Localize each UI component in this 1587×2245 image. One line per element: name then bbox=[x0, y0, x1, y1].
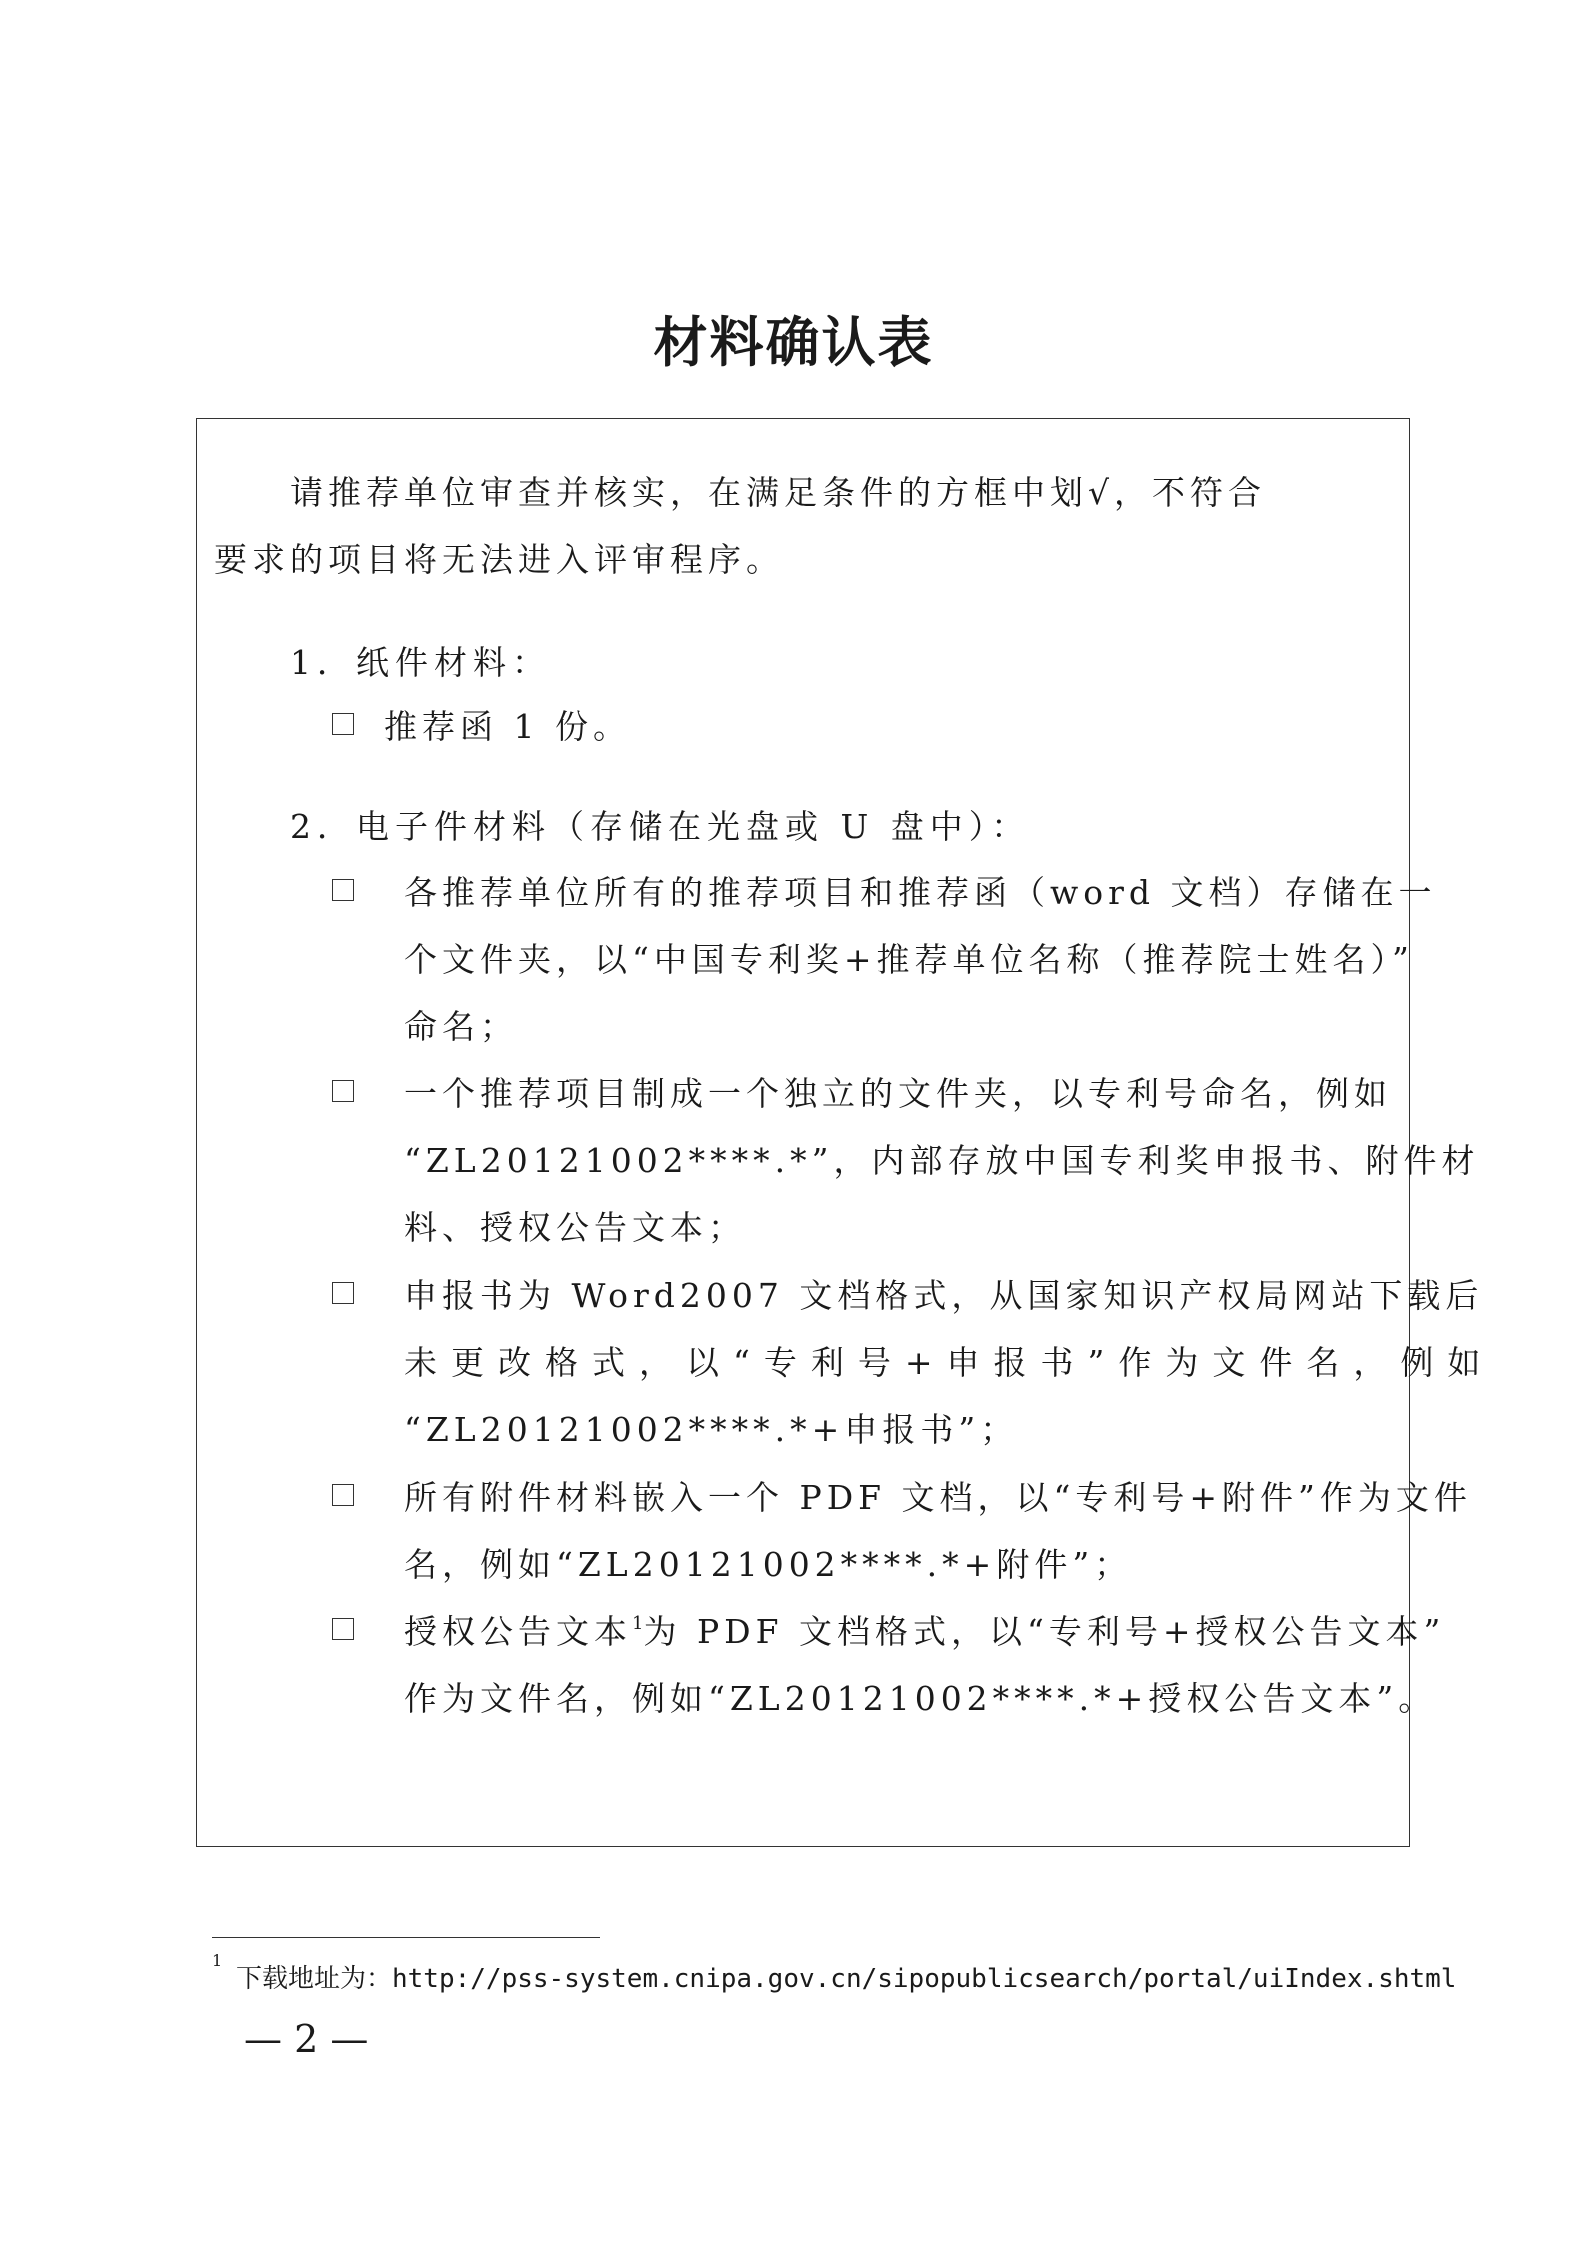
intro-line-1: 请推荐单位审查并核实，在满足条件的方框中划√，不符合 bbox=[290, 473, 1267, 512]
item-recommendation-letter: 推荐函 1 份。 bbox=[384, 707, 631, 746]
section-1-heading: 1．纸件材料： bbox=[290, 643, 551, 682]
checkbox-project-folder[interactable] bbox=[332, 1080, 354, 1102]
checkbox-folder-naming[interactable] bbox=[332, 879, 354, 901]
page-title: 材料确认表 bbox=[653, 311, 934, 374]
checkbox-grant-announcement[interactable] bbox=[332, 1618, 354, 1640]
item-application-form-line: 未更改格式，以“专利号+申报书”作为文件名，例如 bbox=[404, 1343, 1495, 1382]
section-2-heading: 2．电子件材料（存储在光盘或 U 盘中）： bbox=[290, 807, 1031, 846]
footnote-text: 下载地址为：http://pss-system.cnipa.gov.cn/sipopublicsearch/portal/uiIndex.shtml bbox=[236, 1964, 1457, 1994]
checkbox-recommendation-letter[interactable] bbox=[332, 713, 354, 735]
item-project-folder-line: “ZL20121002****.*”，内部存放中国专利奖申报书、附件材 bbox=[404, 1141, 1480, 1180]
item-project-folder-line: 一个推荐项目制成一个独立的文件夹，以专利号命名，例如 bbox=[404, 1074, 1392, 1113]
item-attachments-pdf-line: 名，例如“ZL20121002****.*+附件”； bbox=[404, 1545, 1133, 1584]
intro-line-2: 要求的项目将无法进入评审程序。 bbox=[214, 540, 784, 579]
footnote-mark: 1 bbox=[212, 1951, 223, 1970]
item-application-form-line: 申报书为 Word2007 文档格式，从国家知识产权局网站下载后 bbox=[404, 1276, 1484, 1315]
checkbox-attachments-pdf[interactable] bbox=[332, 1484, 354, 1506]
item-attachments-pdf-line: 所有附件材料嵌入一个 PDF 文档，以“专利号+附件”作为文件 bbox=[404, 1478, 1472, 1517]
item-grant-announcement-line-2: 作为文件名，例如“ZL20121002****.*+授权公告文本”。 bbox=[404, 1679, 1437, 1718]
page-number: — 2 — bbox=[244, 2017, 369, 2061]
item-folder-naming-line: 命名； bbox=[404, 1007, 518, 1046]
footnote-reference: 1 bbox=[632, 1613, 644, 1634]
item-application-form-line: “ZL20121002****.*+申报书”； bbox=[404, 1410, 1019, 1449]
footnote-divider bbox=[212, 1937, 600, 1938]
checkbox-application-form[interactable] bbox=[332, 1282, 354, 1304]
item-project-folder-line: 料、授权公告文本； bbox=[404, 1208, 746, 1247]
item-grant-announcement-text: 授权公告文本 bbox=[404, 1612, 632, 1651]
item-folder-naming-line: 个文件夹，以“中国专利奖+推荐单位名称（推荐院士姓名）” bbox=[404, 940, 1414, 979]
item-grant-announcement-line-1 bbox=[404, 1612, 1446, 1651]
item-grant-announcement-text: 为 PDF 文档格式，以“专利号+授权公告文本” bbox=[643, 1612, 1446, 1651]
item-folder-naming-line: 各推荐单位所有的推荐项目和推荐函（word 文档）存储在一 bbox=[404, 873, 1437, 912]
